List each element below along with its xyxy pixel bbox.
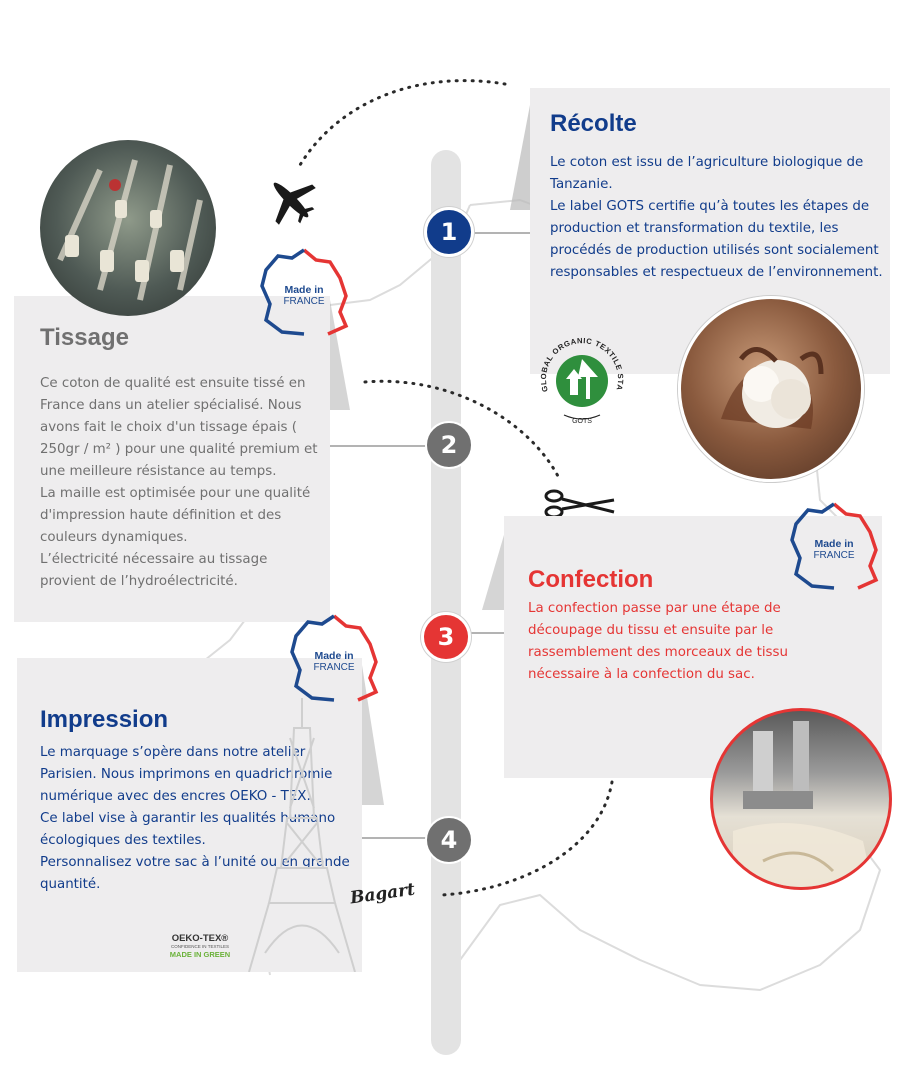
cotton-photo	[678, 296, 864, 482]
impression-paragraph: Personnalisez votre sac à l’unité ou en grande quantité.	[40, 855, 350, 892]
impression-title: Impression	[40, 706, 169, 733]
confection-paragraph: La confection passe par une étape de découpage du tissu et ensuite par le rassemblement des morceaux de tissu nécessaire à la confection du sac.	[528, 601, 788, 682]
step-number-2: 2	[425, 421, 473, 469]
impression-paragraph: Le marquage s’opère dans notre atelier Parisien. Nous imprimons en quadrichromie numérique avec des encres OEKO - TEX.	[40, 745, 333, 804]
airplane-icon	[256, 165, 327, 236]
eiffel-tower-icon	[247, 698, 357, 972]
confection-title: Confection	[528, 566, 654, 593]
oeko-tex-label	[150, 934, 250, 966]
gots-ring-text: GLOBAL ORGANIC TEXTILE STA	[538, 336, 626, 393]
tissage-title: Tissage	[40, 324, 129, 351]
loom-machine-icon	[40, 140, 216, 316]
badge-line-france: FRANCE	[813, 550, 855, 561]
tissage-text	[40, 373, 324, 593]
step-number-3: 3	[421, 612, 471, 662]
recolte-paragraph: Le coton est issu de l’agriculture biologique de Tanzanie.	[550, 155, 864, 192]
step-number-1: 1	[424, 207, 474, 257]
timeline-spine	[431, 150, 461, 1055]
oeko-tex-title: OEKO-TEX®	[171, 933, 229, 944]
badge-line-made-in: Made in	[284, 284, 324, 296]
confection-text	[528, 598, 828, 686]
made-in-france-badge	[286, 612, 382, 704]
gots-abbr: GOTS	[572, 418, 592, 425]
recolte-text	[550, 152, 888, 284]
oeko-tex-tagline: CONFIDENCE IN TEXTILES	[171, 944, 229, 949]
oeko-tex-made-in-green: MADE IN GREEN	[169, 950, 231, 959]
badge-line-france: FRANCE	[313, 662, 355, 673]
tissage-paragraph: La maille est optimisée pour une qualité d'impression haute définition et des couleurs dynamiques.	[40, 486, 311, 545]
made-in-france-badge	[256, 246, 352, 338]
tissage-paragraph: Ce coton de qualité est ensuite tissé en France dans un atelier spécialisé. Nous avons fait le choix d'un tissage épais ( 250gr / m² ) pour une qualité premium et une meilleure résistance au temps.	[40, 376, 318, 479]
impression-paragraph: Ce label vise à garantir les qualités humano écologiques des textiles.	[40, 811, 336, 848]
badge-line-france: FRANCE	[283, 296, 325, 307]
recolte-title: Récolte	[550, 110, 637, 137]
cutting-machine-icon	[713, 711, 889, 887]
badge-line-made-in: Made in	[314, 650, 354, 662]
step-card-impression	[17, 658, 362, 972]
made-in-france-badge	[786, 500, 882, 592]
scissors-icon	[546, 491, 614, 517]
gots-label	[534, 333, 630, 429]
gots-logo-icon	[534, 333, 630, 429]
cutting-machine-photo	[710, 708, 892, 890]
loom-photo	[40, 140, 216, 316]
cotton-flower-icon	[681, 299, 861, 479]
recolte-paragraph: Le label GOTS certifie qu’à toutes les étapes de production et transformation du textile, les procédés de production utilisés sont socialement responsables et respectueux de l’environnement.	[550, 199, 883, 280]
bagart-logo: Bagart	[348, 879, 417, 909]
tissage-paragraph: L’électricité nécessaire au tissage provient de l’hydroélectricité.	[40, 552, 268, 589]
badge-line-made-in: Made in	[814, 538, 854, 550]
step-card-tissage	[14, 296, 330, 622]
step-number-4: 4	[425, 816, 473, 864]
